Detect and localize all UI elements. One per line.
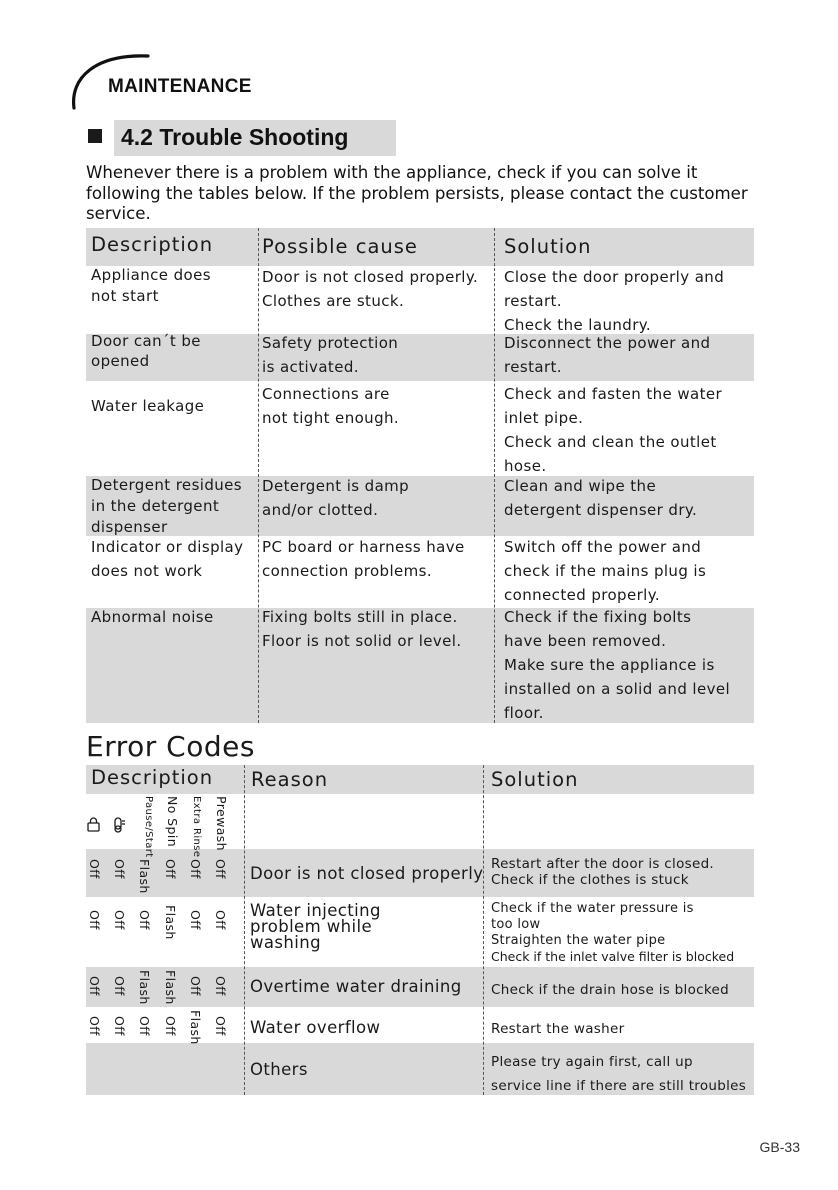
state-value: Flash [188,1010,203,1045]
solution-line: check if the mains plug is [504,562,707,580]
description-line: not start [91,287,159,305]
indicator-label-extra-rinse: Extra Rinse [191,796,202,858]
cause-line: PC board or harness have [262,538,465,556]
state-value: Off [112,1016,127,1036]
cause-line: not tight enough. [262,409,400,427]
solution-cell [491,1050,746,1098]
header-possible-cause: Possible cause [262,235,418,258]
solution-line: Make sure the appliance is [504,656,715,674]
header-reason: Reason [251,768,329,791]
indicator-label-no-spin: No Spin [165,796,180,848]
cause-cell [262,265,478,313]
state-value: Off [87,1016,102,1036]
state-value: Flash [163,905,178,940]
table-row [91,265,211,307]
state-value: Off [112,859,127,879]
cause-line: Detergent is damp [262,477,410,495]
cause-line: is activated. [262,358,359,376]
description-line: Water leakage [91,397,205,415]
page-number: GB-33 [759,1139,800,1155]
cause-line: Door is not closed properly. [262,268,479,286]
table-row [91,535,243,583]
cause-cell [262,474,409,522]
reason-cell [250,979,462,995]
section-heading: MAINTENANCE [108,76,252,97]
solution-line: Check and fasten the water [504,385,723,403]
reason-line: Overtime water draining [250,977,462,996]
trouble-table [86,228,754,723]
solution-line: Clean and wipe the [504,477,657,495]
solution-line: Close the door properly and [504,268,725,286]
state-value: Off [112,910,127,930]
reason-cell [250,866,483,882]
solution-cell [504,265,724,337]
solution-line: Check the laundry. [504,316,652,334]
solution-cell [504,331,710,379]
description-line: dispenser [91,518,168,536]
state-value: Flash [137,859,152,894]
description-line: Abnormal noise [91,608,214,626]
temperature-icon [110,816,128,834]
state-value: Off [213,1016,228,1036]
solution-line: restart. [504,292,562,310]
reason-line: Others [250,1060,308,1079]
solution-line: Check if the fixing bolts [504,608,692,626]
solution-line: have been removed. [504,632,667,650]
solution-line: Straighten the water pipe [491,933,666,948]
solution-cell [504,605,730,725]
solution-line: connected properly. [504,586,661,604]
indicator-label-prewash: Prewash [214,796,229,851]
reason-cell [250,903,381,951]
cause-line: Floor is not solid or level. [262,632,462,650]
solution-cell [491,901,734,965]
header-description: Description [91,766,214,789]
header-solution: Solution [491,768,579,791]
solution-line: Check if the clothes is stuck [491,872,689,888]
solution-line: floor. [504,704,544,722]
description-line: does not work [91,562,203,580]
reason-line: washing [250,933,321,952]
error-codes-title: Error Codes [86,730,255,763]
state-value: Flash [163,970,178,1005]
header-solution: Solution [504,235,592,258]
state-value: Off [213,910,228,930]
cause-cell [262,535,465,583]
solution-line: service line if there are still troubles [491,1078,747,1094]
solution-line: Check if the drain hose is blocked [491,982,729,998]
cause-cell [262,331,398,379]
error-codes-table [86,765,754,1095]
cause-line: and/or clotted. [262,501,379,519]
state-value: Off [188,976,203,996]
state-value: Off [213,859,228,879]
cause-line: Fixing bolts still in place. [262,608,458,626]
solution-line: Disconnect the power and [504,334,711,352]
column-divider [494,228,495,723]
column-divider [244,765,245,1095]
state-value: Off [137,910,152,930]
solution-cell [504,382,722,478]
column-divider [483,765,484,1095]
solution-line: hose. [504,457,547,475]
solution-line: Restart the washer [491,1021,625,1037]
page-title: 4.2 Trouble Shooting [121,124,349,150]
solution-cell [504,535,706,607]
cause-line: Clothes are stuck. [262,292,405,310]
solution-line: Switch off the power and [504,538,702,556]
cause-cell [262,382,399,430]
state-value: Off [87,859,102,879]
bullet-square [88,129,102,143]
solution-line: too low [491,917,541,932]
description-line: Detergent residues [91,476,243,494]
state-value: Off [87,910,102,930]
state-value: Off [137,1016,152,1036]
solution-line: Please try again first, call up [491,1054,693,1070]
solution-line: detergent dispenser dry. [504,501,698,519]
solution-line: Check if the water pressure is [491,901,694,916]
lock-icon [86,817,104,833]
reason-line: Door is not closed properly [250,864,484,883]
description-line: Appliance does [91,266,211,284]
state-value: Flash [137,970,152,1005]
solution-line: restart. [504,358,562,376]
state-value: Off [112,976,127,996]
reason-line: problem while [250,917,372,936]
header-description: Description [91,233,214,256]
solution-line: Restart after the door is closed. [491,856,715,872]
solution-cell [504,474,697,522]
cause-line: connection problems. [262,562,433,580]
indicator-label-pause-start: Pause/Start [143,796,154,858]
reason-cell [250,1020,380,1036]
intro-text: Whenever there is a problem with the appliance, check if you can solve it following the tables below. If the problem persists, please contact the customer service. [86,163,748,223]
solution-line: installed on a solid and level [504,680,731,698]
cause-line: Connections are [262,385,390,403]
cause-line: Safety protection [262,334,399,352]
state-value: Off [163,1016,178,1036]
description-line: opened [91,352,150,370]
cause-cell [262,605,462,653]
solution-line: inlet pipe. [504,409,584,427]
table-row [91,394,204,418]
description-line: Indicator or display [91,538,244,556]
description-line: in the detergent [91,497,220,515]
solution-cell [491,1021,624,1037]
table-row [91,605,214,629]
solution-line: Check and clean the outlet [504,433,717,451]
reason-line: Water overflow [250,1018,381,1037]
state-value: Off [213,976,228,996]
column-divider [258,228,259,723]
reason-line: Water injecting [250,901,381,920]
state-value: Off [188,910,203,930]
solution-line: Check if the inlet valve filter is blocked [491,949,735,964]
state-value: Off [87,976,102,996]
state-value: Off [188,859,203,879]
table-row [91,475,242,538]
table-row [91,331,201,371]
solution-cell [491,982,729,998]
solution-cell [491,856,714,888]
reason-cell [250,1062,308,1078]
description-line: Door can´t be [91,332,201,350]
state-value: Off [163,859,178,879]
